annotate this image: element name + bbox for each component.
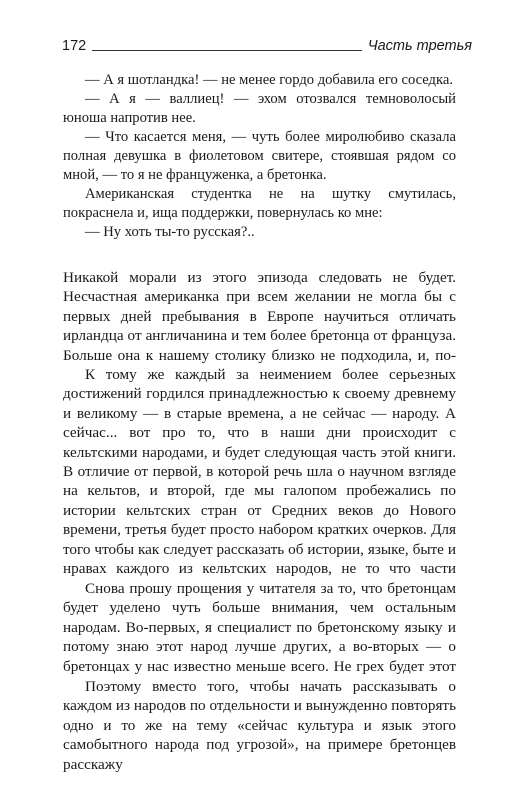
running-header — [62, 37, 472, 55]
header-rule — [92, 50, 362, 51]
dialogue-line: — А я шотландка! — не менее гордо добавила его соседка. — [85, 72, 453, 88]
dialogue-line: Американская студентка не на шутку смутилась, покраснела и, ища поддержки, повернулась ко мне: — [63, 186, 456, 221]
dialogue-line: — Ну хоть ты-то русская?.. — [85, 224, 255, 240]
dialogue-line: — Что касается меня, — чуть более миролюбиво сказала полная девушка в фиолетовом свитере, стоявшая рядом со мной, — то я не француженка, а бретонка. — [63, 129, 456, 183]
body-paragraph: К тому же каждый за неимением более серьезных достижений гордился принадлежностью к своему древнему и великому — в старые времена, а не сейчас — народу. А сейчас... вот про то, что в наши дни происходит с кельтскими народами, и будет следующая часть этой книги. В отличие от первой, в которой речь шла о научном взгляде на кельтов, и второй, где мы галопом пробежались по истории кельтских стран от Средних веков до Нового времени, третья будет просто набором кратких очерков. Для того чтобы как следует рассказать об истории, языке, быте и нравах каждого из кельтских народов, не то что части — [63, 366, 456, 578]
body-paragraph: Поэтому вместо того, чтобы начать рассказывать о каждом из народов по отдельности и вынужденно повторять одно и то же на тему «сейчас культура и язык этого самобытного народа под угрозой», на примере бретонцев расскажу — [63, 678, 456, 773]
page-number: 172 — [62, 38, 87, 54]
section-title: Часть третья — [367, 38, 472, 54]
dialogue-line: — А я — валлиец! — эхом отозвался темноволосый юноша напротив нее. — [63, 91, 456, 126]
body-paragraph: Снова прошу прощения у читателя за то, что бретонцам будет уделено чуть больше внимания, чем остальным народам. Во-первых, я специалист по бретонскому языку и потому знаю этот народ лучше других, а во-вторых — о бретонцах у нас известно меньше всего. Не грех будет этот — [63, 580, 456, 675]
body-paragraph: Никакой морали из этого эпизода следовать не будет. Несчастная американка при всем желании не могла бы с первых дней пребывания в Европе научиться отличать ирландца от англичанина и тем более бретонца от француза. Больше она к нашему столику близко не подходила, и, по- — [63, 269, 456, 364]
